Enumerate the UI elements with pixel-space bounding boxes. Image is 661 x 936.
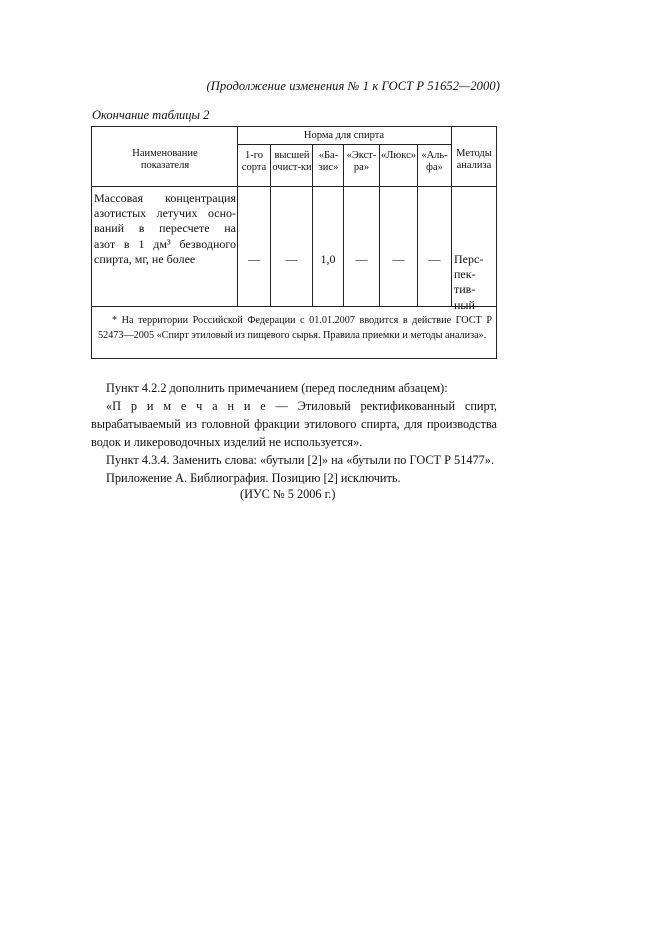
value-highest: — xyxy=(285,252,298,266)
grade-header-first: 1-го сорта xyxy=(241,150,267,173)
quote-open: « xyxy=(106,399,113,413)
table-rule xyxy=(379,144,380,306)
note-text: — Этиловый ректификованный спирт, вырабатываемый из головной фракции этилового спирта, для производства водок и ликероводочных изделий не используется». xyxy=(91,399,497,449)
value-alfa: — xyxy=(428,252,441,266)
indicator-name xyxy=(94,191,236,267)
grade-header-extra: «Экст-ра» xyxy=(346,150,377,173)
table-2-end xyxy=(91,126,497,359)
value-bazis: 1,0 xyxy=(320,252,336,266)
table-footnote: * На территории Российской Федерации с 01.01.2007 вводится в действие ГОСТ Р 52473—2005 «Спирт этиловый из пищевого сырья. Правила приемки и методы анализа». xyxy=(98,315,492,341)
value-extra: — xyxy=(355,252,368,266)
note-label: П р и м е ч а н и е xyxy=(112,399,266,413)
table-rule xyxy=(92,306,496,307)
indicator-name-line: ваний в пересчете на xyxy=(94,221,236,236)
method-line: Перс- xyxy=(454,252,484,266)
table-rule xyxy=(270,144,271,306)
table-rule xyxy=(451,127,452,306)
table-rule xyxy=(312,144,313,306)
method-line: ный xyxy=(454,297,475,312)
grade-header-alfa: «Аль-фа» xyxy=(421,150,448,173)
grade-header-lux: «Люкс» xyxy=(381,150,416,161)
table-rule xyxy=(237,127,238,306)
table-rule xyxy=(343,144,344,306)
col-name-header: Наименование показателя xyxy=(132,148,198,171)
norm-header: Норма для спирта xyxy=(303,130,385,141)
paragraph-note xyxy=(91,397,497,451)
table-rule xyxy=(92,186,496,187)
paragraph-4-2-2: Пункт 4.2.2 дополнить примечанием (перед последним абзацем): xyxy=(106,381,448,395)
grade-header-highest: высшей очист-ки xyxy=(272,150,312,173)
table-caption: Окончание таблицы 2 xyxy=(92,108,210,122)
methods-header: Методы анализа xyxy=(456,148,492,171)
indicator-name-line: азот в 1 дм³ безводного xyxy=(94,236,236,251)
indicator-name-line: спирта, мг, не более xyxy=(94,251,196,266)
indicator-name-line: азотистых летучих осно- xyxy=(94,206,236,221)
method-line: пек- xyxy=(454,267,476,282)
paragraph-4-3-4: Пункт 4.3.4. Заменить слова: «бутыли [2]» на «бутыли по ГОСТ Р 51477». xyxy=(106,453,495,467)
method-cell xyxy=(454,252,494,313)
grade-header-bazis: «Ба-зис» xyxy=(318,150,339,173)
header-continuation-note: (Продолжение изменения № 1 к ГОСТ Р 51652—2000) xyxy=(206,79,500,93)
paragraph-appendix: Приложение А. Библиография. Позицию [2] исключить. xyxy=(106,471,401,485)
table-rule xyxy=(417,144,418,306)
indicator-name-line: Массовая концентрация xyxy=(94,191,236,205)
method-line: тив- xyxy=(454,282,476,297)
value-lux: — xyxy=(392,252,405,266)
ius-reference: (ИУС № 5 2006 г.) xyxy=(240,487,336,501)
value-first-grade: — xyxy=(248,252,260,266)
